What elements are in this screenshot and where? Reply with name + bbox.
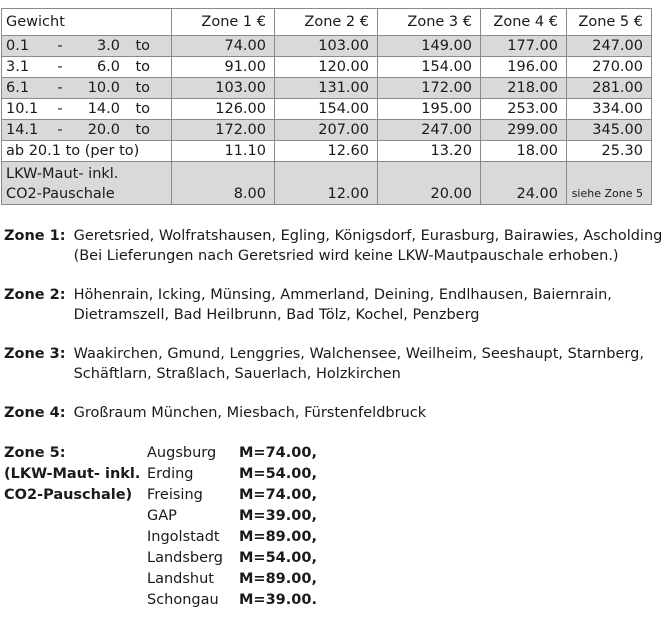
city-name: Erding <box>147 466 194 482</box>
city-name: Landshut <box>147 571 214 587</box>
maut-label <box>2 162 172 205</box>
table-cell: 18.00 <box>481 141 567 162</box>
city-price: M=39.00. <box>239 592 317 608</box>
zone-text <box>74 344 644 384</box>
header-row <box>2 9 652 36</box>
city-name: Landsberg <box>147 550 223 566</box>
table-cell: 103.00 <box>275 36 378 57</box>
table-cell: 172.00 <box>378 78 481 99</box>
list-item <box>147 527 317 548</box>
maut-label-line1: LKW-Maut- inkl. <box>6 166 119 182</box>
zone-text <box>74 285 612 325</box>
list-item <box>147 485 317 506</box>
weight-from: 10.1 <box>6 101 39 117</box>
weight-range <box>2 36 172 57</box>
zone-2 <box>4 285 668 325</box>
table-row-ab <box>2 141 652 162</box>
zone5-label-line: (LKW-Maut- inkl. <box>4 466 141 482</box>
weight-sep: - <box>57 59 63 75</box>
table-cell: 172.00 <box>172 120 275 141</box>
table-row <box>2 57 652 78</box>
zone-label: Zone 1: <box>4 228 66 244</box>
city-price: M=54.00, <box>239 466 317 482</box>
list-item <box>147 569 317 590</box>
zone-line: Schäftlarn, Straßlach, Sauerlach, Holzkirchen <box>73 366 401 382</box>
city-name: Schongau <box>147 592 219 608</box>
table-cell: 103.00 <box>172 78 275 99</box>
table-cell: 12.00 <box>275 162 378 205</box>
weight-unit: to <box>135 59 150 75</box>
table-cell: 177.00 <box>481 36 567 57</box>
table-row <box>2 120 652 141</box>
weight-range <box>2 120 172 141</box>
table-row <box>2 78 652 99</box>
zone-text <box>74 226 663 266</box>
table-cell: 281.00 <box>567 78 652 99</box>
table-cell: 270.00 <box>567 57 652 78</box>
table-cell: 20.00 <box>378 162 481 205</box>
table-row-maut <box>2 162 652 205</box>
table-cell: 154.00 <box>275 99 378 120</box>
weight-unit: to <box>135 122 150 138</box>
table-cell: 12.60 <box>275 141 378 162</box>
zone5-city-list <box>147 443 317 611</box>
weight-to: 20.0 <box>87 122 120 138</box>
header-zone3: Zone 3 € <box>378 9 481 36</box>
zone5-label <box>4 443 144 506</box>
weight-unit: to <box>135 101 150 117</box>
table-row <box>2 99 652 120</box>
weight-from: 14.1 <box>6 122 39 138</box>
zone5-note: siehe Zone 5 <box>567 162 652 205</box>
list-item <box>147 506 317 527</box>
header-weight: Gewicht <box>2 9 172 36</box>
zone-line: Waakirchen, Gmund, Lenggries, Walchensee, Weilheim, Seeshaupt, Starnberg, <box>73 346 644 362</box>
weight-to: 10.0 <box>87 80 120 96</box>
city-price: M=39.00, <box>239 508 317 524</box>
zone-line: Geretsried, Wolfratshausen, Egling, Königsdorf, Eurasburg, Bairawies, Ascholding <box>73 228 663 244</box>
table-cell: 195.00 <box>378 99 481 120</box>
weight-range <box>2 57 172 78</box>
weight-sep: - <box>57 80 63 96</box>
city-price: M=89.00, <box>239 529 317 545</box>
table-cell: 74.00 <box>172 36 275 57</box>
weight-range <box>2 78 172 99</box>
header-zone1: Zone 1 € <box>172 9 275 36</box>
table-cell: 120.00 <box>275 57 378 78</box>
table-cell: 13.20 <box>378 141 481 162</box>
zone-line: Dietramszell, Bad Heilbrunn, Bad Tölz, Kochel, Penzberg <box>73 307 480 323</box>
city-name: Ingolstadt <box>147 529 220 545</box>
maut-label-line2: CO2-Pauschale <box>6 186 115 202</box>
zone-label: Zone 4: <box>4 405 66 421</box>
table-cell: 8.00 <box>172 162 275 205</box>
weight-range <box>2 99 172 120</box>
zone-3 <box>4 344 668 384</box>
city-price: M=54.00, <box>239 550 317 566</box>
table-cell: 154.00 <box>378 57 481 78</box>
zone-label: Zone 2: <box>4 287 66 303</box>
table-cell: 11.10 <box>172 141 275 162</box>
weight-to: 14.0 <box>87 101 120 117</box>
ab-label: ab 20.1 to (per to) <box>2 141 172 162</box>
city-price: M=74.00, <box>239 445 317 461</box>
header-zone2: Zone 2 € <box>275 9 378 36</box>
list-item <box>147 548 317 569</box>
table-cell: 253.00 <box>481 99 567 120</box>
zone5-label-line: Zone 5: <box>4 445 66 461</box>
weight-sep: - <box>57 101 63 117</box>
table-cell: 247.00 <box>567 36 652 57</box>
table-cell: 24.00 <box>481 162 567 205</box>
city-price: M=89.00, <box>239 571 317 587</box>
table-cell: 345.00 <box>567 120 652 141</box>
table-row <box>2 36 652 57</box>
table-cell: 131.00 <box>275 78 378 99</box>
city-name: Freising <box>147 487 203 503</box>
table-cell: 91.00 <box>172 57 275 78</box>
list-item <box>147 464 317 485</box>
weight-from: 3.1 <box>6 59 30 75</box>
weight-unit: to <box>135 38 150 54</box>
weight-from: 6.1 <box>6 80 30 96</box>
weight-to: 3.0 <box>96 38 120 54</box>
zone5-label-line: CO2-Pauschale) <box>4 487 133 503</box>
city-name: Augsburg <box>147 445 217 461</box>
table-cell: 196.00 <box>481 57 567 78</box>
zone-label: Zone 3: <box>4 346 66 362</box>
table-cell: 218.00 <box>481 78 567 99</box>
table-cell: 247.00 <box>378 120 481 141</box>
list-item <box>147 590 317 611</box>
table-cell: 126.00 <box>172 99 275 120</box>
city-name: GAP <box>147 508 177 524</box>
zone-line: Höhenrain, Icking, Münsing, Ammerland, Deining, Endlhausen, Baiernrain, <box>73 287 612 303</box>
weight-sep: - <box>57 122 63 138</box>
table-cell: 149.00 <box>378 36 481 57</box>
zone-line: (Bei Lieferungen nach Geretsried wird keine LKW-Mautpauschale erhoben.) <box>73 248 619 264</box>
price-table <box>1 8 652 205</box>
zone-4 <box>4 403 668 423</box>
weight-from: 0.1 <box>6 38 30 54</box>
table-cell: 334.00 <box>567 99 652 120</box>
table-cell: 207.00 <box>275 120 378 141</box>
city-price: M=74.00, <box>239 487 317 503</box>
zone-descriptions <box>4 226 668 442</box>
zone-text: Großraum München, Miesbach, Fürstenfeldbruck <box>73 405 427 421</box>
weight-unit: to <box>135 80 150 96</box>
weight-to: 6.0 <box>96 59 120 75</box>
header-zone4: Zone 4 € <box>481 9 567 36</box>
zone-1 <box>4 226 668 266</box>
table-cell: 299.00 <box>481 120 567 141</box>
table-cell: 25.30 <box>567 141 652 162</box>
header-zone5: Zone 5 € <box>567 9 652 36</box>
list-item <box>147 443 317 464</box>
weight-sep: - <box>57 38 63 54</box>
